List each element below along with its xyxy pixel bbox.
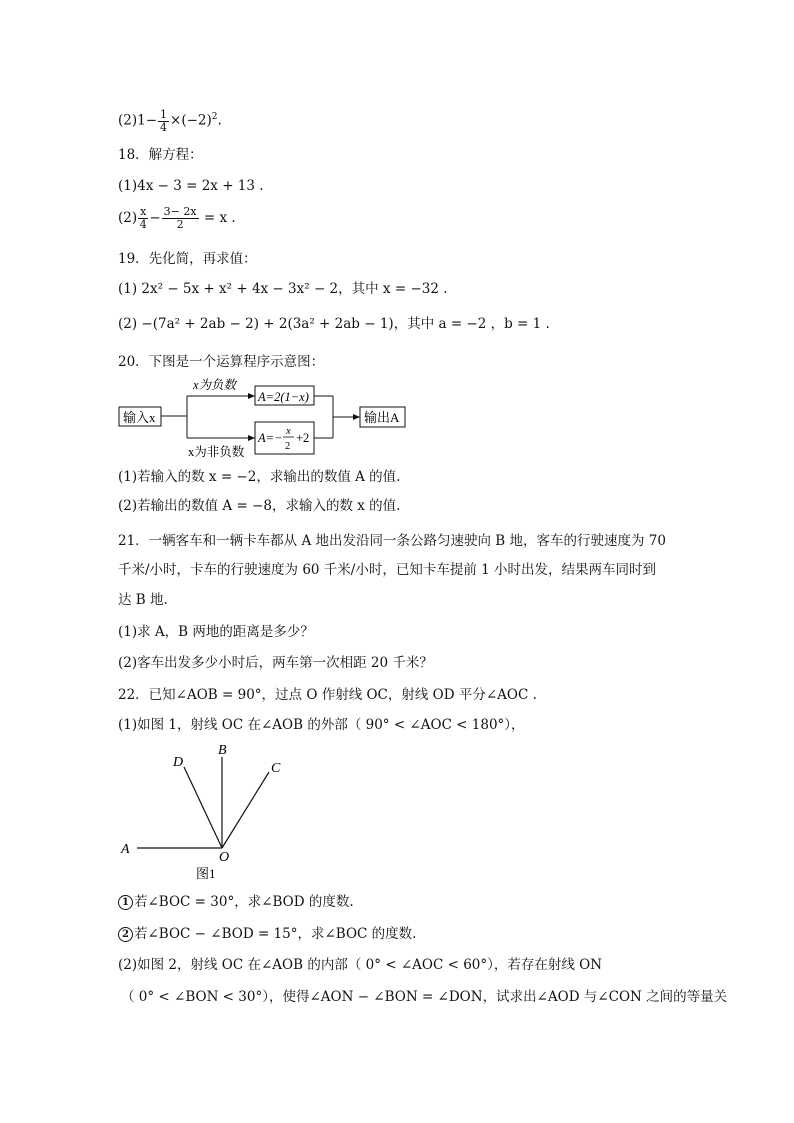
- q21-line2: 千米/小时，卡车的行驶速度为 60 千米/小时，已知卡车提前 1 小时出发，结果两车同时到: [118, 562, 657, 578]
- q21-part2: (2)客车出发多少小时后，两车第一次相距 20 千米？: [118, 655, 433, 671]
- q22-sub2: 2 若∠BOC − ∠BOD = 15°，求∠BOC 的度数.: [118, 925, 416, 943]
- label-c: C: [271, 761, 281, 776]
- q18-title: 18．解方程：: [118, 147, 203, 163]
- label-b: B: [218, 743, 227, 758]
- ray-od: [184, 767, 222, 848]
- branch-nonnegative-label: x为非负数: [188, 445, 245, 459]
- ray-oc: [222, 772, 269, 848]
- label-d: D: [173, 755, 184, 770]
- q20-title: 20．下图是一个运算程序示意图：: [118, 354, 325, 370]
- q18-part1: (1)4x − 3 = 2x + 13 .: [118, 178, 264, 194]
- formula-bottom-frac-num: x: [286, 426, 291, 437]
- q21-part1: (1)求 A，B 两地的距离是多少？: [118, 624, 314, 640]
- formula-bottom-suffix: +2: [296, 431, 310, 445]
- q21-line3: 达 B 地.: [118, 592, 168, 608]
- q19-part1: (1) 2x² − 5x + x² + 4x − 3x² − 2，其中 x = −32 .: [118, 281, 448, 297]
- q22-title: 22．已知∠AOB = 90°，过点 O 作射线 OC，射线 OD 平分∠AOC .: [118, 687, 537, 703]
- q19-title: 19．先化简，再求值：: [118, 251, 257, 267]
- label-a: A: [121, 842, 130, 857]
- q22-part2-line1: (2)如图 2，射线 OC 在∠AOB 的内部（ 0° < ∠AOC < 60°），若存在射线 ON: [118, 957, 603, 973]
- q22-sub1: 1 若∠BOC = 30°，求∠BOD 的度数.: [118, 893, 354, 911]
- formula-bottom-prefix: A=−: [258, 431, 283, 445]
- formula-bottom-frac-den: 2: [285, 441, 291, 452]
- figure-caption: 图1: [196, 866, 216, 881]
- q19-part2: (2) −(7a² + 2ab − 2) + 2(3a² + 2ab − 1)，其中 a = −2 ，b = 1 .: [118, 316, 550, 332]
- label-o: O: [219, 850, 230, 865]
- formula-top: A=2(1−x): [258, 390, 309, 404]
- q21-line1: 21．一辆客车和一辆卡车都从 A 地出发沿同一条公路匀速驶向 B 地，客车的行驶速度为 70: [118, 533, 666, 549]
- q22-part1: (1)如图 1，射线 OC 在∠AOB 的外部（ 90° < ∠AOC < 180°），: [118, 717, 525, 733]
- fraction: $\frac{1}{4}$: [160, 107, 168, 134]
- q18-part2: (2) $\frac{x}{4}$ − $\frac{3- 2x}{2}$ = x .: [118, 205, 236, 231]
- flowchart-diagram: [110, 374, 410, 460]
- input-label: 输入x: [123, 410, 156, 425]
- q22-part2-line2: （ 0° < ∠BON < 30°），使得∠AON − ∠BON = ∠DON，试求出∠AOD 与∠CON 之间的等量关: [121, 989, 728, 1005]
- geometry-figure-1: [115, 740, 315, 885]
- branch-negative-label: x为负数: [193, 378, 237, 392]
- q20-part1: (1)若输入的数 x = −2，求输出的数值 A 的值.: [118, 469, 401, 485]
- output-label: 输出A: [364, 410, 400, 425]
- q20-part2: (2)若输出的数值 A = −8，求输入的数 x 的值.: [118, 498, 401, 514]
- q17-part2: (2)1− $\frac{1}{4}$ $\times(-2)^2$.: [118, 107, 222, 134]
